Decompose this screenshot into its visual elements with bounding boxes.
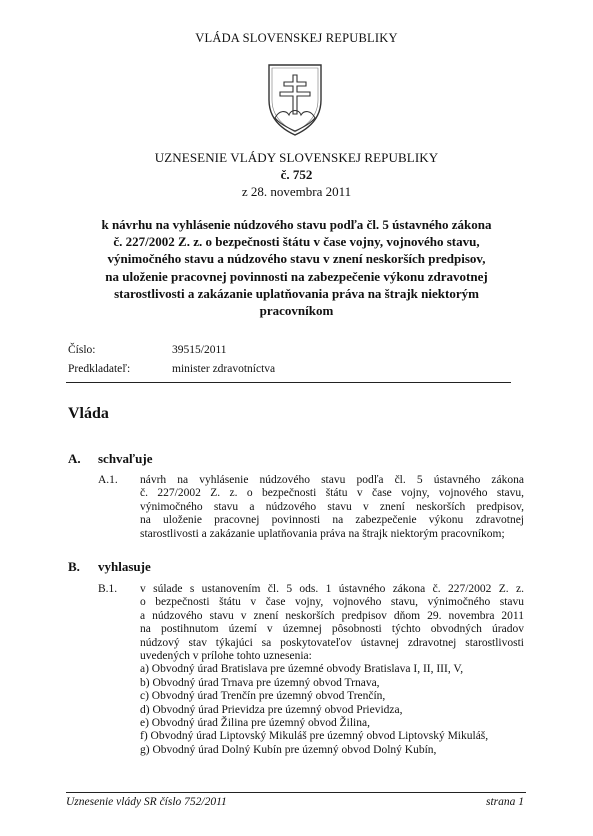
- paragraph-line: o bezpečnosti štátu v čase vojny, vojnového stavu, výnimočného stavu: [140, 596, 524, 609]
- footer-document-reference: Uznesenie vlády SR číslo 752/2011: [66, 796, 227, 808]
- list-item: a) Obvodný úrad Bratislava pre územné obvody Bratislava I, II, III, V,: [140, 663, 464, 676]
- resolution-date: z 28. novembra 2011: [241, 184, 352, 199]
- item-a1-text: [140, 474, 524, 541]
- paragraph-line: starostlivosti a zakázanie uplatňovania práva na štrajk niektorým pracovníkom;: [140, 527, 505, 540]
- government-header: VLÁDA SLOVENSKEJ REPUBLIKY: [195, 31, 398, 45]
- footer-page-number: strana 1: [485, 796, 524, 808]
- subject-line: k návrhu na vyhlásenie núdzového stavu podľa čl. 5 ústavného zákona: [101, 217, 492, 232]
- paragraph-line: v súlade s ustanovením čl. 5 ods. 1 ústavného zákona č. 227/2002 Z. z.: [140, 583, 524, 595]
- subject-line: na uloženie pracovnej povinnosti na zabezpečenie výkonu zdravotnej: [105, 268, 488, 284]
- subject-line: pracovníkom: [259, 303, 334, 319]
- meta-number-value: 39515/2011: [172, 344, 227, 356]
- footer-divider: [66, 792, 526, 793]
- list-item: g) Obvodný úrad Dolný Kubín pre územný obvod Dolný Kubín,: [140, 743, 437, 756]
- item-number: B.1.: [98, 583, 118, 595]
- subject-line: starostlivosti a zakázanie uplatňovania práva na štrajk niektorým: [114, 285, 479, 301]
- slovak-coat-of-arms-icon: [266, 62, 324, 138]
- list-item: d) Obvodný úrad Prievidza pre územný obvod Prievidza,: [140, 703, 403, 716]
- resolution-subject: [80, 216, 513, 319]
- paragraph-line: návrh na vyhlásenie núdzového stavu podľa čl. 5 ústavného zákona: [140, 474, 524, 486]
- section-letter: B.: [68, 559, 80, 574]
- subject-line: č. 227/2002 Z. z. o bezpečnosti štátu v čase vojny, vojnového stavu,: [113, 234, 480, 250]
- item-b1-text: [140, 583, 524, 757]
- paragraph-line: výnimočného stavu a núdzového stavu v znení neskorších predpisov,: [140, 500, 524, 513]
- meta-submitter-value: minister zdravotníctva: [172, 363, 276, 375]
- paragraph-line: na uloženie pracovnej povinnosti na zabezpečenie výkonu zdravotnej: [140, 514, 524, 527]
- list-item: e) Obvodný úrad Žilina pre územný obvod Žilina,: [140, 717, 370, 730]
- resolution-number: č. 752: [280, 167, 313, 182]
- list-item: b) Obvodný úrad Trnava pre územný obvod Trnava,: [140, 676, 380, 689]
- paragraph-line: núdzový stav týkajúci sa poskytovateľov ústavnej zdravotnej starostlivosti: [140, 636, 524, 649]
- meta-number-label: Číslo:: [68, 344, 96, 356]
- paragraph-line: č. 227/2002 Z. z. o bezpečnosti štátu v čase vojny, vojnového stavu,: [140, 487, 524, 500]
- subject-line: výnimočného stavu a núdzového stavu v znení neskorších predpisov,: [107, 251, 486, 267]
- body-heading: Vláda: [68, 405, 109, 422]
- section-label: schvaľuje: [98, 451, 153, 466]
- section-letter: A.: [68, 451, 81, 466]
- meta-divider: [66, 382, 511, 383]
- resolution-title: UZNESENIE VLÁDY SLOVENSKEJ REPUBLIKY: [154, 150, 439, 165]
- paragraph-line: uvedených v prílohe tohto uznesenia:: [140, 650, 312, 663]
- meta-submitter-label: Predkladateľ:: [68, 363, 131, 375]
- item-number: A.1.: [98, 474, 118, 486]
- section-label: vyhlasuje: [98, 559, 151, 574]
- list-item: f) Obvodný úrad Liptovský Mikuláš pre územný obvod Liptovský Mikuláš,: [140, 730, 489, 743]
- list-item: c) Obvodný úrad Trenčín pre územný obvod Trenčín,: [140, 690, 386, 703]
- paragraph-line: a núdzového stavu v znení neskorších predpisov dňom 29. novembra 2011: [140, 609, 524, 622]
- paragraph-line: na postihnutom území v územnej pôsobnosti týchto obvodných úradov: [140, 623, 524, 636]
